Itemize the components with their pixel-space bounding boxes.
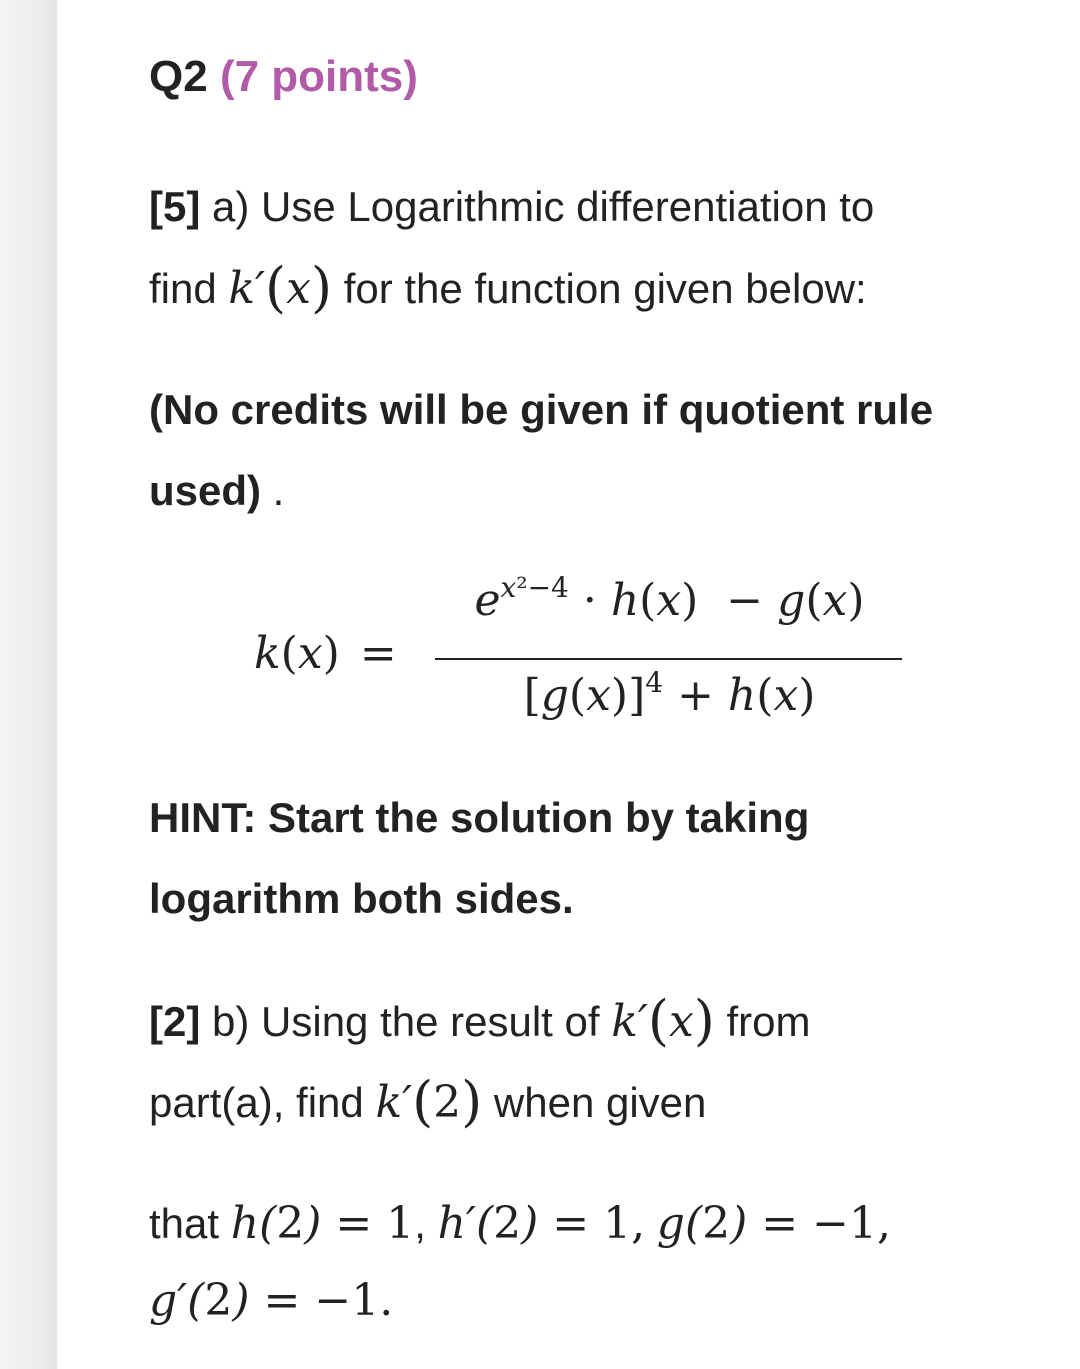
question-title bbox=[149, 52, 418, 102]
fraction-bar bbox=[435, 658, 902, 660]
function-formula bbox=[254, 571, 1014, 735]
left-margin-shadow bbox=[0, 0, 57, 1369]
warning-line-2 bbox=[149, 466, 284, 516]
part-b-when-text: when given bbox=[493, 1079, 707, 1126]
formula-lhs: k(x) = bbox=[254, 628, 397, 679]
part-a-find-text: find bbox=[149, 265, 217, 312]
part-a-line-2 bbox=[149, 256, 867, 319]
question-points: (7 points) bbox=[219, 52, 418, 101]
given-h-prime-value: h′(2) = 1, bbox=[437, 1198, 646, 1249]
part-b-line-3: that h(2) = 1, h′(2) = 1, g(2) = −1, bbox=[149, 1198, 891, 1249]
question-card bbox=[57, 0, 1080, 1369]
part-b-that-text: that bbox=[149, 1200, 220, 1247]
formula-numerator: $e^{x^2-4} \cdot h(x) - g(x)$ bbox=[474, 571, 865, 626]
hint-line-2: logarithm both sides. bbox=[149, 875, 574, 922]
part-b-using-text: b) Using the result of bbox=[212, 998, 600, 1045]
question-number: Q2 bbox=[149, 52, 208, 101]
part-b-line-2 bbox=[149, 1070, 707, 1133]
k-prime-2-expression: k′(2) bbox=[375, 1070, 483, 1133]
part-b-from-text: from bbox=[726, 998, 811, 1045]
part-a-instruction: a) Use Logarithmic differentiation to bbox=[212, 183, 875, 230]
given-g-prime-value: g′(2) = −1. bbox=[149, 1275, 394, 1326]
given-h-value: h(2) = 1 bbox=[230, 1198, 415, 1249]
k-prime-x-expression-b: k′(x) bbox=[611, 989, 715, 1052]
part-a-line-1 bbox=[149, 182, 874, 232]
warning-used-text: used) bbox=[149, 467, 262, 514]
part-b-line-4 bbox=[149, 1276, 393, 1326]
warning-tail: . bbox=[261, 467, 285, 514]
part-b-find-text: part(a), find bbox=[149, 1079, 364, 1126]
given-g-value: g(2) = −1, bbox=[656, 1198, 891, 1249]
k-prime-x-expression: k′(x) bbox=[228, 256, 333, 319]
warning-line-1: (No credits will be given if quotient rule bbox=[149, 386, 934, 433]
part-a-function-text: for the function given below: bbox=[343, 265, 867, 312]
part-a-marks: [5] bbox=[149, 183, 201, 230]
part-b-marks: [2] bbox=[149, 998, 201, 1045]
formula-denominator: $[g(x)]^4 + h(x)$ bbox=[523, 666, 816, 721]
hint-line-1: HINT: Start the solution by taking bbox=[149, 794, 810, 841]
part-b-line-1 bbox=[149, 989, 811, 1052]
